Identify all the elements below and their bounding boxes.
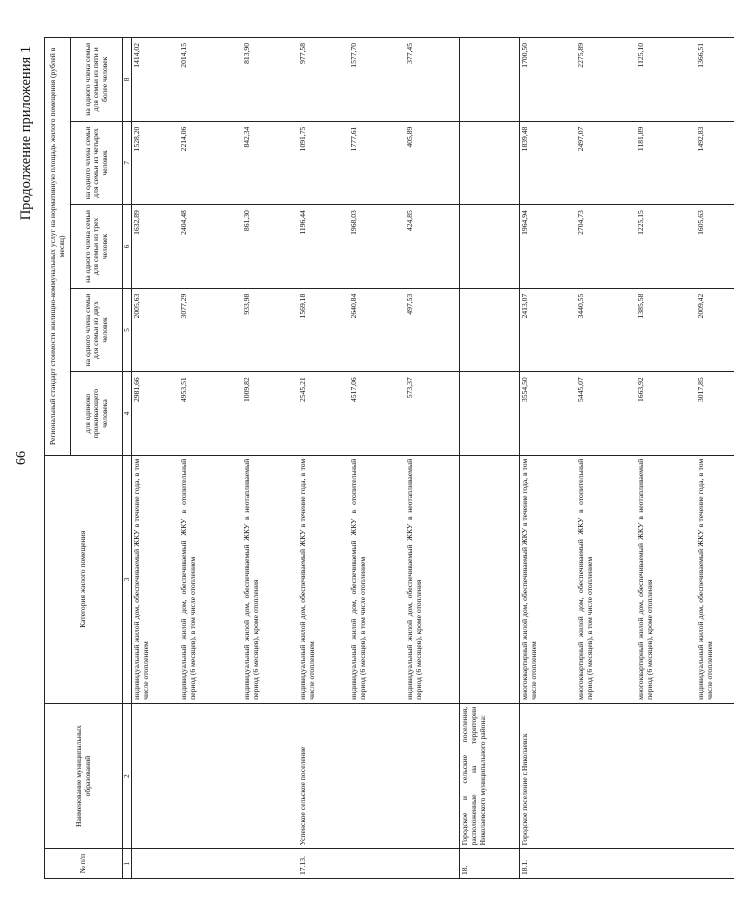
value-two: 2005,63 [132, 288, 179, 372]
empty-cell [460, 288, 520, 372]
column-index: 8 [123, 38, 132, 122]
value-five: 377,45 [405, 38, 460, 122]
value-single: 4953,51 [179, 372, 242, 456]
table-row [405, 38, 460, 879]
table-row [298, 38, 349, 879]
value-four: 1091,75 [298, 121, 349, 205]
municipality-name [636, 703, 696, 849]
appendix-continuation-title: Продолжение приложения 1 [18, 46, 34, 221]
value-four: 2497,07 [576, 121, 636, 205]
empty-cell [460, 455, 520, 703]
header-family-of-three: на одного члена семьи для семьи из трех человек [71, 205, 123, 289]
value-five: 1366,51 [696, 38, 734, 122]
empty-cell [460, 121, 520, 205]
group-number: 18. [460, 849, 520, 879]
value-four: 405,89 [405, 121, 460, 205]
value-three: 1196,44 [298, 205, 349, 289]
table-row [576, 38, 636, 879]
value-single: 5445,07 [576, 372, 636, 456]
table-row [696, 38, 734, 879]
value-three: 1964,94 [520, 205, 576, 289]
header-housing-category: Категория жилого помещения [45, 455, 123, 703]
municipality-name: Городское поселение г.Николаевск [520, 703, 576, 849]
column-index: 5 [123, 288, 132, 372]
table-row [520, 38, 576, 879]
value-two: 2413,07 [520, 288, 576, 372]
row-number [242, 849, 298, 879]
value-three: 861,30 [242, 205, 298, 289]
housing-category: индивидуальный жилой дом, обеспечиваемый ЖКУ в отопительный период (6 месяцев), в том числе отоплением [349, 455, 405, 703]
value-three: 1225,15 [636, 205, 696, 289]
value-five: 2014,15 [179, 38, 242, 122]
housing-category: индивидуальный жилой дом, обеспечиваемый ЖКУ в течение года, в том числе отоплением [696, 455, 734, 703]
value-two: 1569,18 [298, 288, 349, 372]
value-three: 1605,63 [696, 205, 734, 289]
column-index: 4 [123, 372, 132, 456]
column-index: 6 [123, 205, 132, 289]
value-two: 1385,58 [636, 288, 696, 372]
municipality-name [576, 703, 636, 849]
row-number [132, 849, 179, 879]
value-two: 2009,42 [696, 288, 734, 372]
page-number: 66 [14, 451, 29, 465]
municipality-name [349, 703, 405, 849]
municipality-name [242, 703, 298, 849]
column-index: 3 [123, 455, 132, 703]
value-two: 497,53 [405, 288, 460, 372]
housing-category: индивидуальный жилой дом, обеспечиваемый ЖКУ в отопительный период (6 месяцев), в том числе отоплением [179, 455, 242, 703]
value-five: 813,90 [242, 38, 298, 122]
header-family-of-five: на одного члена семьи для семьи из пяти и более человек [71, 38, 123, 122]
value-five: 1700,50 [520, 38, 576, 122]
value-three: 2404,48 [179, 205, 242, 289]
value-four: 1181,89 [636, 121, 696, 205]
housing-category: индивидуальный жилой дом, обеспечиваемый ЖКУ в течение года, в том числе отоплением [132, 455, 179, 703]
row-number [576, 849, 636, 879]
value-two: 2640,84 [349, 288, 405, 372]
value-single: 4517,06 [349, 372, 405, 456]
empty-cell [460, 372, 520, 456]
value-four: 842,34 [242, 121, 298, 205]
value-five: 1577,70 [349, 38, 405, 122]
value-four: 1839,48 [520, 121, 576, 205]
housing-category: многоквартирный жилой дом, обеспечиваемый ЖКУ в отопительный период (6 месяцев), в том числе отоплением [576, 455, 636, 703]
housing-category: индивидуальный жилой дом, обеспечиваемый ЖКУ в неотапливаемый период (6 месяцев), кроме отопления [405, 455, 460, 703]
value-three: 2704,73 [576, 205, 636, 289]
housing-cost-standard-table [44, 37, 734, 879]
row-number [696, 849, 734, 879]
value-five: 1414,02 [132, 38, 179, 122]
value-two: 3077,29 [179, 288, 242, 372]
row-number: 17.13. [298, 849, 349, 879]
row-number: 18.1. [520, 849, 576, 879]
value-two: 933,98 [242, 288, 298, 372]
value-single: 1663,92 [636, 372, 696, 456]
table-row [242, 38, 298, 879]
row-number [349, 849, 405, 879]
value-five: 2275,89 [576, 38, 636, 122]
header-municipality-name: Наименование муниципальных образований [45, 703, 123, 849]
housing-category: многоквартирный жилой дом, обеспечиваемый ЖКУ в неотапливаемый период (6 месяцев), кроме отопления [636, 455, 696, 703]
value-three: 1968,03 [349, 205, 405, 289]
column-index: 2 [123, 703, 132, 849]
table-row [179, 38, 242, 879]
municipality-name: Успенское сельское поселение [298, 703, 349, 849]
header-regional-standard: Региональный стандарт стоимости жилищно-коммунальных услуг на нормативную площадь жилого помещения (рублей в месяц) [45, 38, 71, 456]
municipality-name [179, 703, 242, 849]
value-two: 3440,55 [576, 288, 636, 372]
column-index: 1 [123, 849, 132, 879]
value-four: 1528,20 [132, 121, 179, 205]
value-single: 573,37 [405, 372, 460, 456]
municipality-name [132, 703, 179, 849]
municipality-name [696, 703, 734, 849]
value-three: 1632,89 [132, 205, 179, 289]
table-row [636, 38, 696, 879]
housing-category: многоквартирный жилой дом, обеспечиваемый ЖКУ в течение года, в том числе отоплением [520, 455, 576, 703]
row-number [636, 849, 696, 879]
value-single: 3554,50 [520, 372, 576, 456]
value-single: 3017,85 [696, 372, 734, 456]
table-row [132, 38, 179, 879]
value-three: 424,85 [405, 205, 460, 289]
housing-category: индивидуальный жилой дом, обеспечиваемый ЖКУ в течение года, в том числе отоплением [298, 455, 349, 703]
header-single-person: для одиноко проживающего человека [71, 372, 123, 456]
table-row [349, 38, 405, 879]
value-single: 2545,21 [298, 372, 349, 456]
group-name: Городское и сельские поселения, расположенные на территории Николаевского муниципального района: [460, 703, 520, 849]
empty-cell [460, 38, 520, 122]
value-five: 1125,10 [636, 38, 696, 122]
housing-category: индивидуальный жилой дом, обеспечиваемый ЖКУ в неотапливаемый период (6 месяцев), кроме отопления [242, 455, 298, 703]
row-number [405, 849, 460, 879]
column-index: 7 [123, 121, 132, 205]
header-family-of-two: на одного члена семьи для семьи из двух человек [71, 288, 123, 372]
header-row-number: № п/п [45, 849, 123, 879]
value-four: 1777,61 [349, 121, 405, 205]
value-five: 977,58 [298, 38, 349, 122]
value-single: 1009,82 [242, 372, 298, 456]
header-family-of-four: на одного члена семьи для семьи из четырех человек [71, 121, 123, 205]
group-row [460, 38, 520, 879]
row-number [179, 849, 242, 879]
value-single: 2981,66 [132, 372, 179, 456]
value-four: 1492,83 [696, 121, 734, 205]
value-four: 2214,06 [179, 121, 242, 205]
empty-cell [460, 205, 520, 289]
municipality-name [405, 703, 460, 849]
